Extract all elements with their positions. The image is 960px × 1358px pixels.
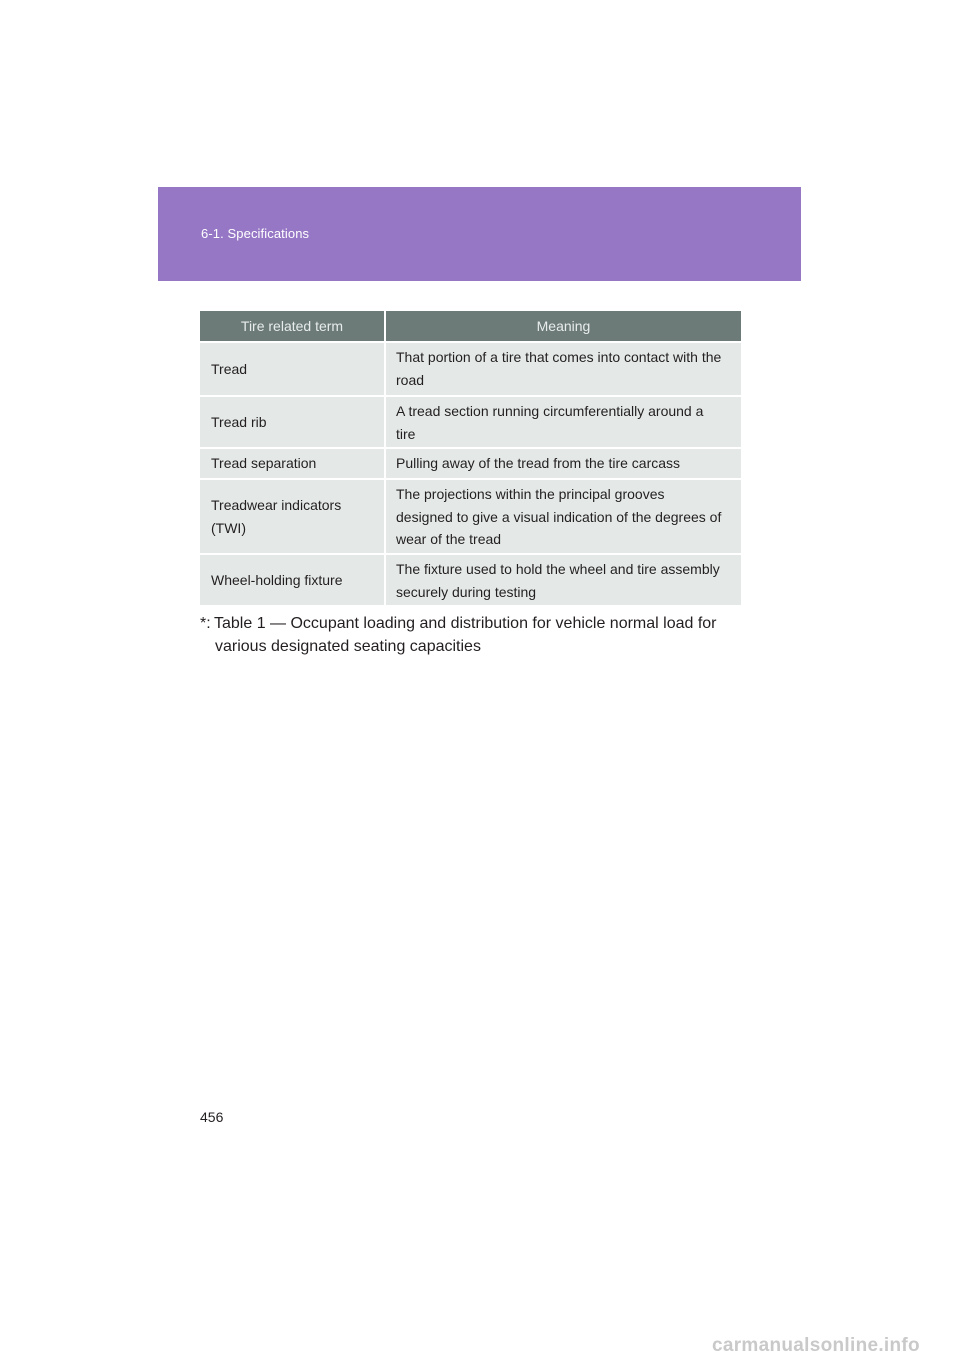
table-row bbox=[200, 342, 741, 396]
footnote-line-1 bbox=[200, 612, 741, 635]
page-number: 456 bbox=[200, 1109, 224, 1125]
section-title: 6-1. Specifications bbox=[201, 226, 310, 241]
footnote-text-1: Table 1 — Occupant loading and distribution for vehicle normal load for bbox=[214, 615, 717, 632]
table-row bbox=[200, 448, 741, 479]
meaning-line: Pulling away of the tread from the tire carcass bbox=[396, 455, 681, 472]
meaning-line: road bbox=[396, 371, 425, 388]
table-row bbox=[200, 554, 741, 605]
term-cell: Tread separation bbox=[200, 448, 385, 479]
term-cell: Wheel-holding fixture bbox=[200, 554, 385, 605]
term-line: Treadwear indicators bbox=[211, 497, 342, 513]
meaning-line: wear of the tread bbox=[396, 531, 502, 547]
meaning-line: The projections within the principal grooves bbox=[396, 486, 665, 502]
meaning-line: designed to give a visual indication of the degrees of bbox=[396, 508, 722, 525]
footnote-mark: *: bbox=[200, 615, 211, 632]
meaning-cell bbox=[385, 479, 741, 554]
term-cell: Tread rib bbox=[200, 396, 385, 448]
meaning-cell bbox=[385, 448, 741, 479]
table-row bbox=[200, 479, 741, 554]
footnote-text-2: various designated seating capacities bbox=[215, 638, 481, 655]
meaning-line: The fixture used to hold the wheel and tire assembly bbox=[396, 561, 720, 577]
table-row bbox=[200, 396, 741, 448]
meaning-line: tire bbox=[396, 425, 416, 442]
meaning-cell bbox=[385, 396, 741, 448]
term-cell: Tread bbox=[200, 342, 385, 396]
table-header-row bbox=[200, 311, 741, 342]
watermark-logo bbox=[0, 1329, 960, 1358]
column-header-meaning: Meaning bbox=[385, 311, 741, 342]
table-footnote bbox=[200, 612, 741, 658]
column-header-term: Tire related term bbox=[200, 311, 385, 342]
term-line: (TWI) bbox=[211, 519, 246, 536]
term-cell bbox=[200, 479, 385, 554]
meaning-line: securely during testing bbox=[396, 583, 537, 600]
tire-terms-table bbox=[200, 311, 741, 605]
meaning-line: That portion of a tire that comes into contact with the bbox=[396, 349, 722, 365]
meaning-line: A tread section running circumferentially around a bbox=[396, 403, 704, 419]
svg-text:carmanualsonline.info: carmanualsonline.info bbox=[712, 1335, 920, 1356]
section-header-band bbox=[158, 187, 801, 281]
meaning-cell bbox=[385, 554, 741, 605]
meaning-cell bbox=[385, 342, 741, 396]
